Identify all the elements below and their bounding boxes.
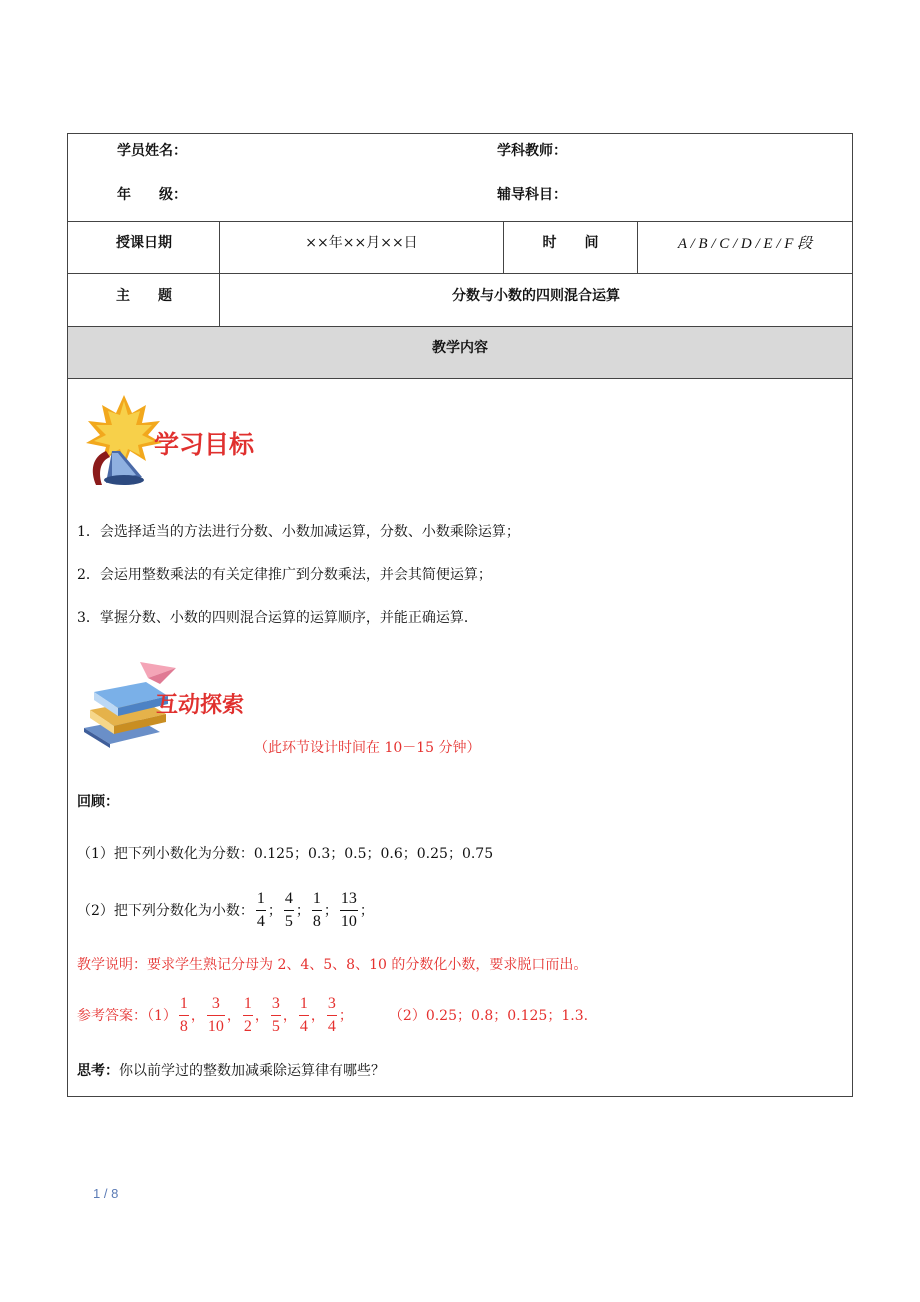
goal-item: 1．会选择适当的方法进行分数、小数加减运算，分数、小数乘除运算； — [77, 524, 520, 540]
answer-label: 参考答案：（1） — [77, 1008, 177, 1024]
fraction: $\frac{4}{5}$ — [284, 889, 293, 930]
student-name-label: 学员姓名： — [117, 143, 187, 159]
time-label: 时 间 — [542, 235, 599, 251]
maple-leaf-bell-icon — [76, 391, 266, 489]
divider — [67, 221, 853, 222]
review-label: 回顾： — [77, 794, 119, 810]
fraction: $\frac{1}{8}$ — [179, 994, 188, 1035]
fraction: $\frac{3}{4}$ — [327, 994, 336, 1035]
books-icon — [76, 658, 266, 750]
think-label: 思考： — [77, 1063, 119, 1079]
teaching-note: 教学说明：要求学生熟记分母为 2、4、5、8、10 的分数化小数，要求脱口而出。 — [77, 957, 588, 973]
goals-banner — [76, 391, 266, 489]
fraction: $\frac{1}{2}$ — [243, 994, 252, 1035]
teacher-label: 学科教师： — [497, 143, 567, 159]
fraction: $\frac{13}{10}$ — [340, 889, 357, 930]
page-number: 1 / 8 — [93, 1186, 119, 1201]
think-prompt — [77, 1060, 385, 1080]
time-note: （此环节设计时间在 10－15 分钟） — [254, 740, 481, 756]
subject-label: 辅导科目： — [497, 187, 567, 203]
question-2-prefix: （2）把下列分数化为小数： — [77, 903, 254, 919]
divider — [67, 273, 853, 274]
fraction: $\frac{1}{4}$ — [256, 889, 265, 930]
divider — [67, 378, 853, 379]
time-value: A / B / C / D / E / F 段 — [677, 236, 813, 252]
date-value: ××年××月××日 — [305, 235, 418, 251]
goal-item: 2．会运用整数乘法的有关定律推广到分数乘法，并会其简便运算； — [77, 567, 492, 583]
question-1: （1）把下列小数化为分数：0.125；0.3；0.5；0.6；0.25；0.75 — [77, 846, 494, 862]
fraction: $\frac{3}{10}$ — [207, 994, 224, 1035]
explore-banner-title: 互动探索 — [156, 693, 245, 718]
fraction: $\frac{3}{5}$ — [271, 994, 280, 1035]
question-2: （2）把下列分数化为小数： $\frac{1}{4}$ ； $\frac{4}{5}$ ； $\frac{1}{8}$ ； $\frac{13}{10}$ ； — [77, 889, 374, 930]
goals-banner-title: 学习目标 — [154, 430, 255, 459]
answer-part-2: （2）0.25；0.8；0.125；1.3. — [388, 1008, 589, 1024]
reference-answer: 参考答案：（1） $\frac{1}{8}$ ， $\frac{3}{10}$ ， $\frac{1}{2}$ ， $\frac{3}{5}$ ， $\frac{1}{4}$ ， $\frac{3}{4}$ ； （2）0.25；0.8；0.125；1.3. — [77, 994, 589, 1035]
goal-item: 3．掌握分数、小数的四则混合运算的运算顺序，并能正确运算． — [77, 610, 478, 626]
topic-value: 分数与小数的四则混合运算 — [452, 288, 620, 304]
think-text: 你以前学过的整数加减乘除运算律有哪些？ — [119, 1063, 385, 1079]
grade-label: 年 级： — [117, 187, 187, 203]
divider — [67, 326, 853, 327]
topic-label: 主 题 — [116, 288, 172, 304]
content-label: 教学内容 — [432, 340, 488, 356]
fraction: $\frac{1}{8}$ — [312, 889, 321, 930]
fraction: $\frac{1}{4}$ — [299, 994, 308, 1035]
date-label: 授课日期 — [116, 235, 172, 251]
explore-banner — [76, 658, 266, 750]
